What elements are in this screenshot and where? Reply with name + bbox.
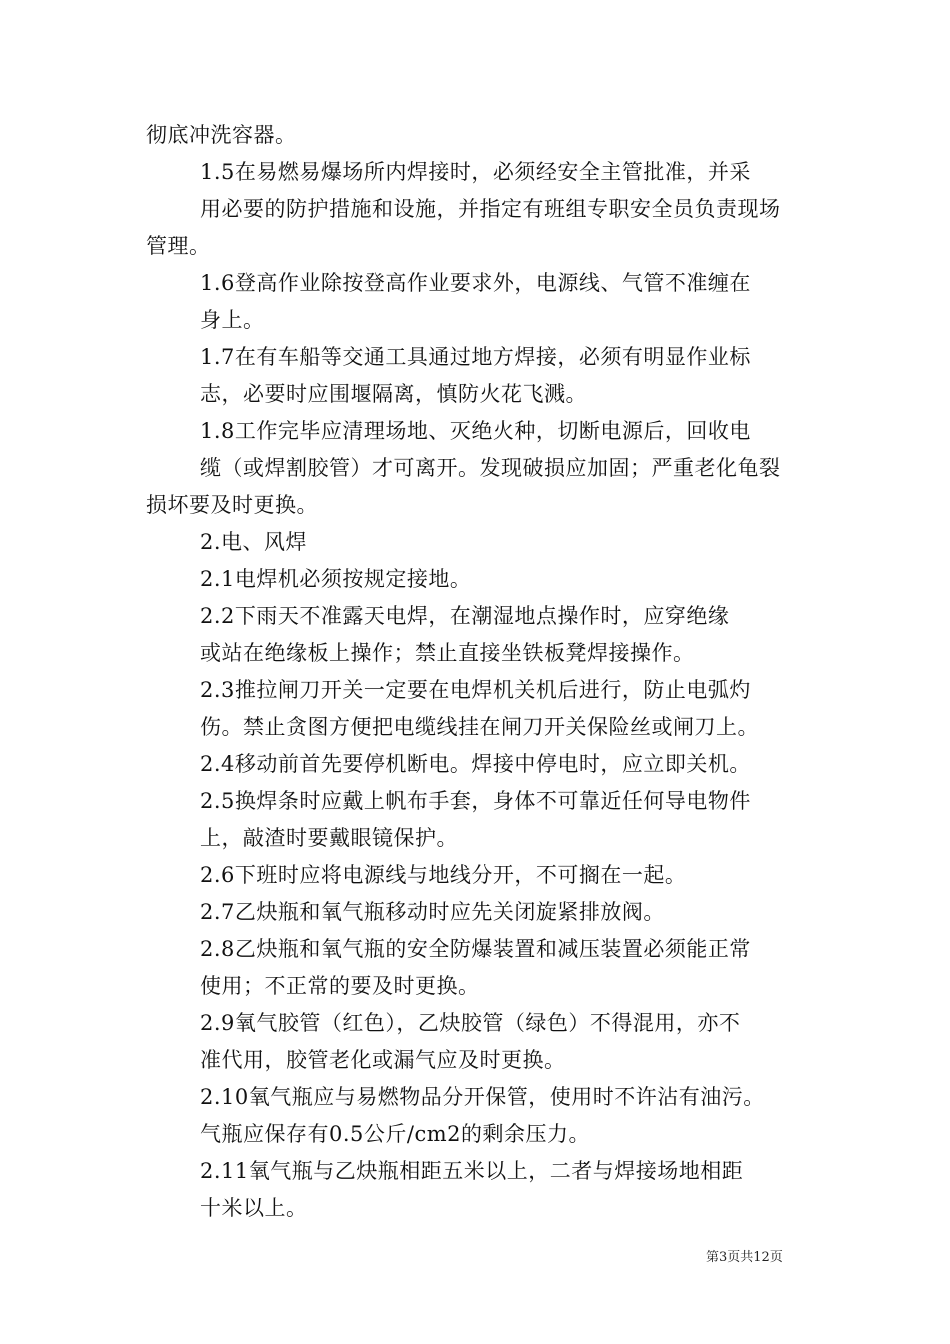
text-line: 伤。禁止贪图方便把电缆线挂在闸刀开关保险丝或闸刀上。 — [200, 715, 759, 739]
text-line: 2.7乙炔瓶和氧气瓶移动时应先关闭旋紧排放阀。 — [200, 900, 665, 924]
text-line: 2.6下班时应将电源线与地线分开，不可搁在一起。 — [200, 863, 687, 887]
text-line: 身上。 — [200, 308, 265, 332]
text-line: 2.4移动前首先要停机断电。焊接中停电时，应立即关机。 — [200, 752, 751, 776]
text-line: 2.8乙炔瓶和氧气瓶的安全防爆装置和减压装置必须能正常 — [200, 937, 751, 961]
text-line: 1.8工作完毕应清理场地、灭绝火种，切断电源后，回收电 — [200, 419, 751, 443]
text-line: 准代用，胶管老化或漏气应及时更换。 — [200, 1048, 566, 1072]
text-line: 缆（或焊割胶管）才可离开。发现破损应加固；严重老化龟裂 — [200, 456, 781, 480]
text-line: 志，必要时应围堰隔离，慎防火花飞溅。 — [200, 382, 587, 406]
text-line: 上，敲渣时要戴眼镜保护。 — [200, 826, 458, 850]
text-line: 2.11氧气瓶与乙炔瓶相距五米以上，二者与焊接场地相距 — [200, 1159, 744, 1183]
text-line: 2.9氧气胶管（红色），乙炔胶管（绿色）不得混用，亦不 — [200, 1011, 741, 1035]
text-line: 使用；不正常的要及时更换。 — [200, 974, 480, 998]
text-line: 彻底冲洗容器。 — [146, 123, 297, 147]
text-line: 1.6登高作业除按登高作业要求外，电源线、气管不准缠在 — [200, 271, 751, 295]
text-line: 2.1电焊机必须按规定接地。 — [200, 567, 472, 591]
text-line: 1.7在有车船等交通工具通过地方焊接，必须有明显作业标 — [200, 345, 751, 369]
section-heading: 2.电、风焊 — [200, 530, 308, 554]
text-line: 气瓶应保存有0.5公斤/cm2的剩余压力。 — [200, 1122, 591, 1146]
text-line: 2.5换焊条时应戴上帆布手套，身体不可靠近任何导电物件 — [200, 789, 751, 813]
page-number: 第3页共12页 — [706, 1250, 783, 1265]
text-line: 2.10氧气瓶应与易燃物品分开保管，使用时不许沾有油污。 — [200, 1085, 765, 1109]
text-line: 2.2下雨天不准露天电焊，在潮湿地点操作时，应穿绝缘 — [200, 604, 730, 628]
text-line: 十米以上。 — [200, 1196, 308, 1220]
text-line: 管理。 — [146, 234, 211, 258]
text-line: 用必要的防护措施和设施，并指定有班组专职安全员负责现场 — [200, 197, 781, 221]
text-line: 2.3推拉闸刀开关一定要在电焊机关机后进行，防止电弧灼 — [200, 678, 751, 702]
text-line: 损坏要及时更换。 — [146, 493, 318, 517]
text-line: 1.5在易燃易爆场所内焊接时，必须经安全主管批准，并采 — [200, 160, 751, 184]
text-line: 或站在绝缘板上操作；禁止直接坐铁板凳焊接操作。 — [200, 641, 695, 665]
